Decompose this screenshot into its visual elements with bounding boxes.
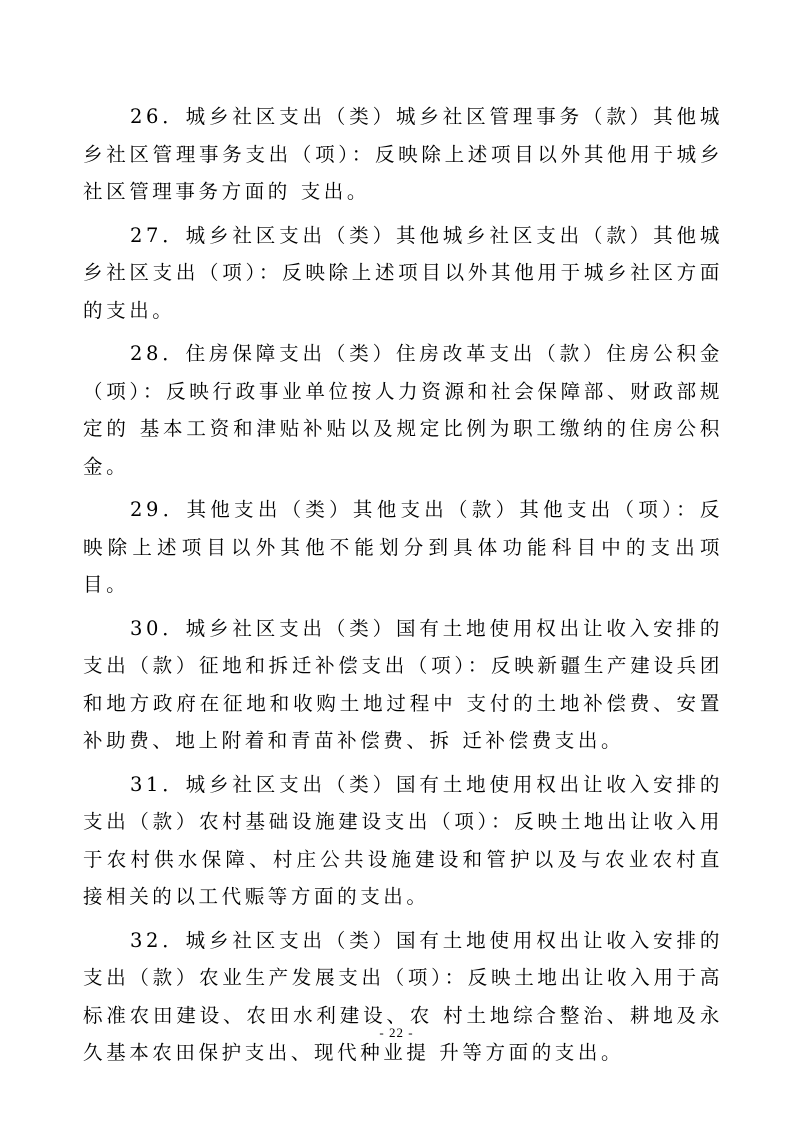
document-body: [83, 98, 723, 1078]
paragraph-item-30: 30．城乡社区支出（类）国有土地使用权出让收入安排的支出（款）征地和拆迁补偿支出（项）：反映新疆生产建设兵团和地方政府在征地和收购土地过程中 支付的土地补偿费、安置补助费、地上附着和青苗补偿费、拆 迁补偿费支出。: [83, 616, 723, 752]
paragraph-item-29: 29．其他支出（类）其他支出（款）其他支出（项）：反映除上述项目以外其他不能划分到具体功能科目中的支出项目。: [83, 498, 723, 596]
paragraph-item-32: 32．城乡社区支出（类）国有土地使用权出让收入安排的支出（款）农业生产发展支出（项）：反映土地出让收入用于高标准农田建设、农田水利建设、农 村土地综合整治、耕地及永久基本农田保护支出、现代种业提 升等方面的支出。: [83, 928, 723, 1064]
paragraph-item-28: 28．住房保障支出（类）住房改革支出（款）住房公积金（项）：反映行政事业单位按人力资源和社会保障部、财政部规定的 基本工资和津贴补贴以及规定比例为职工缴纳的住房公积金。: [83, 342, 723, 478]
paragraph-item-27: 27．城乡社区支出（类）其他城乡社区支出（款）其他城乡社区支出（项）：反映除上述项目以外其他用于城乡社区方面的支出。: [83, 223, 723, 322]
paragraph-item-31: 31．城乡社区支出（类）国有土地使用权出让收入安排的支出（款）农村基础设施建设支出（项）：反映土地出让收入用于农村供水保障、村庄公共设施建设和管护以及与农业农村直接相关的以工代赈等方面的支出。: [83, 772, 723, 908]
paragraph-item-26: 26．城乡社区支出（类）城乡社区管理事务（款）其他城乡社区管理事务支出（项）：反映除上述项目以外其他用于城乡社区管理事务方面的 支出。: [83, 105, 723, 203]
page-number: - 22 -: [379, 1025, 414, 1040]
